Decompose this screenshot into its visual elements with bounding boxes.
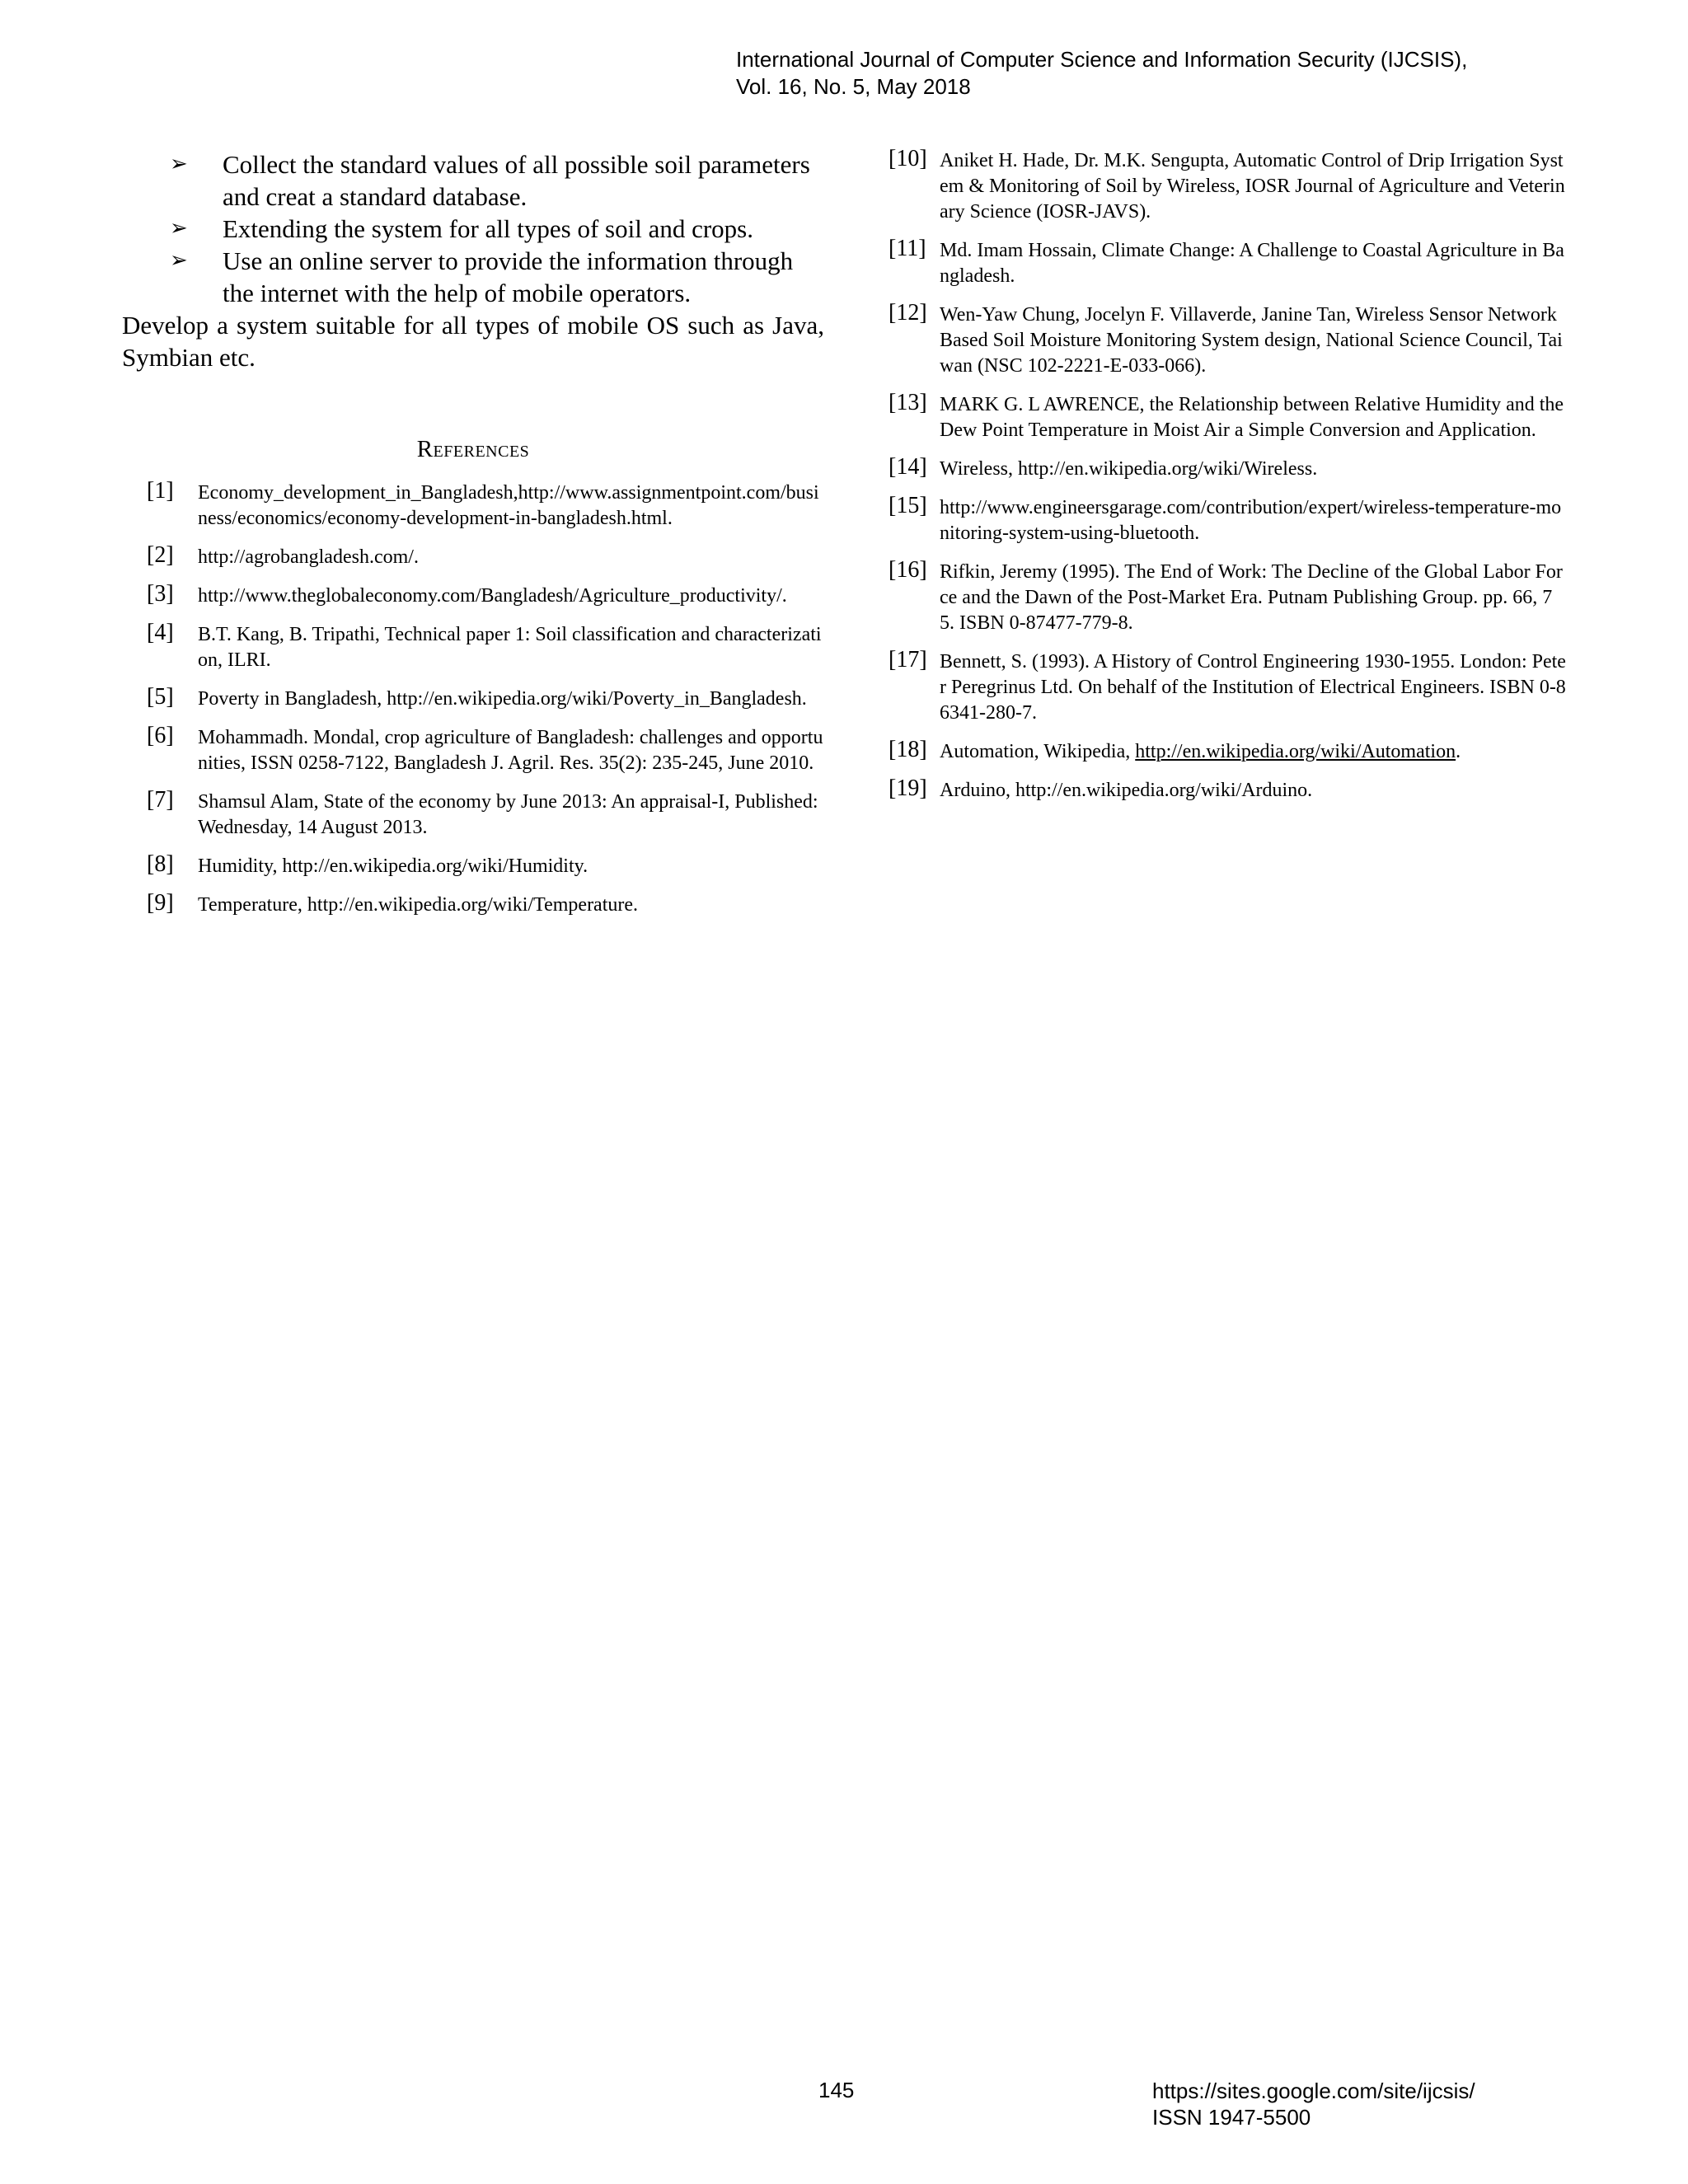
reference-text: Humidity, http://en.wikipedia.org/wiki/Humidity.	[198, 855, 588, 877]
footer-issn: ISSN 1947-5500	[1152, 2105, 1311, 2130]
reference-text: http://www.theglobaleconomy.com/Bangladesh/Agriculture_productivity/.	[198, 585, 787, 607]
page-number: 145	[818, 2078, 855, 2102]
reference-suffix: .	[1456, 741, 1461, 762]
reference-item	[889, 302, 1566, 379]
reference-text: Md. Imam Hossain, Climate Change: A Challenge to Coastal Agriculture in Bangladesh.	[940, 240, 1564, 287]
future-work-list	[122, 148, 824, 309]
reference-item	[122, 851, 824, 879]
running-header	[736, 46, 1560, 101]
reference-item	[889, 148, 1566, 225]
reference-number: [3]	[147, 581, 174, 607]
reference-number: [1]	[147, 478, 174, 504]
journal-title: International Journal of Computer Science and Information Security (IJCSIS),	[736, 47, 1468, 72]
reference-text: Bennett, S. (1993). A History of Control Engineering 1930-1955. London: Peter Peregrinus Ltd. On behalf of the Institution of Electrical Engineers. ISBN 0-86341-280-7.	[940, 651, 1566, 724]
reference-item	[122, 684, 824, 712]
reference-number: [5]	[147, 684, 174, 710]
references-heading: References	[416, 436, 530, 462]
reference-text: Wireless, http://en.wikipedia.org/wiki/Wireless.	[940, 458, 1318, 480]
reference-item	[889, 649, 1566, 726]
reference-item	[122, 725, 824, 776]
right-column	[889, 148, 1566, 817]
reference-text: B.T. Kang, B. Tripathi, Technical paper 1: Soil classification and characterization, ILRI.	[198, 624, 822, 671]
reference-number: [4]	[147, 620, 174, 645]
reference-number: [12]	[889, 300, 927, 326]
list-item	[122, 148, 824, 213]
reference-text: http://www.engineersgarage.com/contribution/expert/wireless-temperature-monitoring-system-using-bluetooth.	[940, 497, 1562, 544]
reference-number: [15]	[889, 493, 927, 518]
arrow-bullet-icon: ➢	[170, 216, 188, 241]
footer-url: https://sites.google.com/site/ijcsis/	[1152, 2079, 1475, 2103]
reference-text: Economy_development_in_Bangladesh,http://www.assignmentpoint.com/business/economics/economy-development-in-bangladesh.html.	[198, 482, 819, 529]
reference-number: [16]	[889, 557, 927, 583]
reference-item	[122, 583, 824, 609]
reference-text: Mohammadh. Mondal, crop agriculture of Bangladesh: challenges and opportunities, ISSN 0258-7122, Bangladesh J. Agril. Res. 35(2): 235-245, June 2010.	[198, 727, 823, 774]
reference-item	[122, 622, 824, 673]
reference-text: Arduino, http://en.wikipedia.org/wiki/Arduino.	[940, 780, 1313, 801]
reference-item	[889, 392, 1566, 443]
reference-text: http://agrobangladesh.com/.	[198, 546, 419, 568]
reference-item	[889, 778, 1566, 804]
reference-text: Shamsul Alam, State of the economy by June 2013: An appraisal-I, Published: Wednesday, 14 August 2013.	[198, 791, 818, 838]
reference-number: [10]	[889, 146, 927, 171]
reference-text: Aniket H. Hade, Dr. M.K. Sengupta, Automatic Control of Drip Irrigation System & Monitoring of Soil by Wireless, IOSR Journal of Agriculture and Veterinary Science (IOSR-JAVS).	[940, 150, 1565, 223]
reference-item	[122, 890, 824, 918]
reference-text: Poverty in Bangladesh, http://en.wikipedia.org/wiki/Poverty_in_Bangladesh.	[198, 688, 807, 710]
list-item-text: Extending the system for all types of soil and crops.	[223, 214, 753, 243]
reference-number: [14]	[889, 454, 927, 480]
reference-number: [17]	[889, 647, 927, 673]
reference-list	[889, 148, 1566, 804]
left-column	[122, 148, 824, 931]
reference-item	[889, 454, 1566, 482]
reference-number: [9]	[147, 890, 174, 916]
reference-list	[122, 480, 824, 918]
reference-item	[122, 787, 824, 841]
reference-item	[889, 557, 1566, 636]
reference-prefix: Automation, Wikipedia,	[940, 741, 1136, 762]
list-item-text: Collect the standard values of all possible soil parameters and creat a standard database.	[223, 150, 810, 211]
list-item	[122, 213, 824, 245]
reference-number: [8]	[147, 851, 174, 877]
reference-number: [13]	[889, 390, 927, 415]
body-paragraph: Develop a system suitable for all types of mobile OS such as Java, Symbian etc.	[122, 311, 824, 372]
reference-number: [18]	[889, 737, 927, 762]
reference-text: Rifkin, Jeremy (1995). The End of Work: The Decline of the Global Labor Force and the Dawn of the Post-Market Era. Putnam Publishing Group. pp. 66, 75. ISBN 0-87477-779-8.	[940, 561, 1563, 634]
footer-info	[1152, 2078, 1475, 2130]
reference-item	[889, 495, 1566, 546]
reference-text	[940, 739, 1566, 765]
journal-issue: Vol. 16, No. 5, May 2018	[736, 74, 971, 99]
reference-number: [6]	[147, 723, 174, 748]
reference-item	[122, 480, 824, 532]
arrow-bullet-icon: ➢	[170, 152, 188, 176]
reference-item	[122, 542, 824, 570]
reference-number: [19]	[889, 776, 927, 801]
reference-text: Temperature, http://en.wikipedia.org/wiki/Temperature.	[198, 894, 639, 916]
reference-text: Wen-Yaw Chung, Jocelyn F. Villaverde, Janine Tan, Wireless Sensor Network Based Soil Moisture Monitoring System design, National Science Council, Taiwan (NSC 102-2221-E-033-066).	[940, 304, 1563, 377]
list-item	[122, 245, 824, 309]
reference-number: [11]	[889, 236, 926, 261]
reference-item	[889, 238, 1566, 289]
automation-link[interactable]: http://en.wikipedia.org/wiki/Automation	[1135, 741, 1456, 762]
list-item-text: Use an online server to provide the information through the internet with the help of mobile operators.	[223, 246, 794, 307]
reference-item	[889, 739, 1566, 765]
arrow-bullet-icon: ➢	[170, 248, 188, 273]
reference-number: [2]	[147, 542, 174, 568]
reference-text: MARK G. L AWRENCE, the Relationship between Relative Humidity and the Dew Point Temperature in Moist Air a Simple Conversion and Application.	[940, 394, 1564, 441]
reference-number: [7]	[147, 787, 174, 813]
